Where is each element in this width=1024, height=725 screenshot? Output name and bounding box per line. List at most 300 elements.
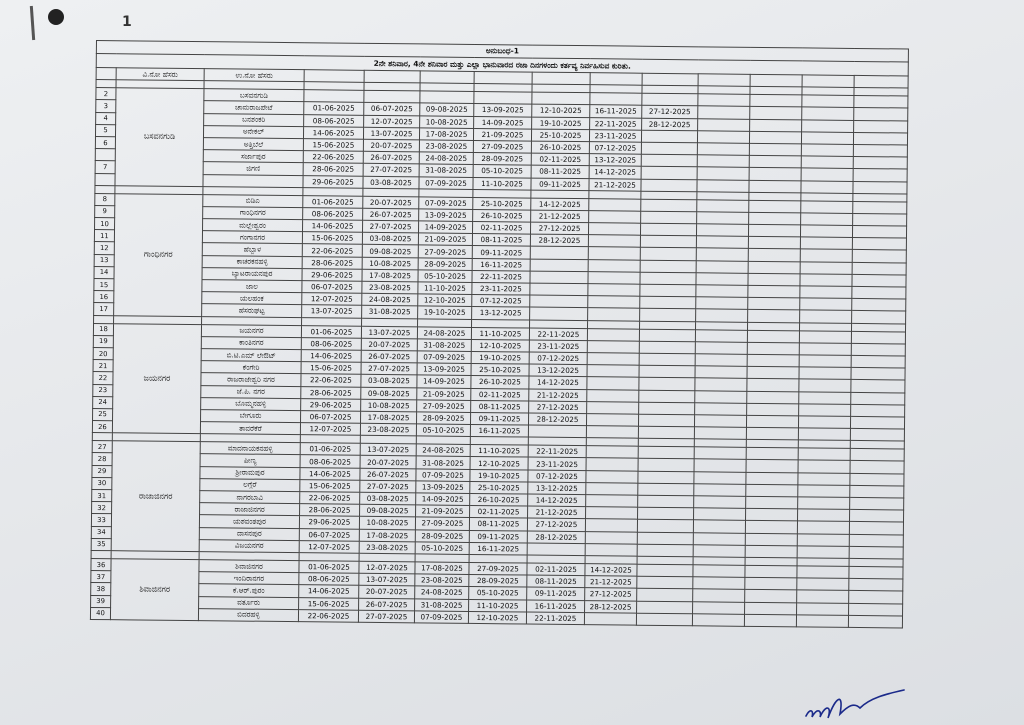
duty-date-cell [638,426,694,439]
duty-date-cell: 23-08-2025 [419,140,473,153]
duty-date-cell: 09-11-2025 [527,587,585,600]
duty-date-cell: 24-08-2025 [416,444,470,457]
subdivision-name: ಗಂಗಾನಗರ [202,231,302,244]
duty-date-cell [748,285,800,298]
duty-date-cell [584,612,636,625]
duty-date-cell: 29-06-2025 [303,175,363,188]
duty-date-cell [638,507,694,520]
duty-date-cell: 13-07-2025 [360,444,416,457]
duty-date-cell [798,473,850,486]
duty-date-cell: 23-08-2025 [360,423,416,436]
subdivision-name: ಜೆ.ಪಿ. ನಗರ [201,385,301,398]
duty-date-cell [851,368,905,381]
duty-date-cell [746,496,798,509]
duty-date-cell [642,93,698,106]
duty-date-cell: 26-10-2025 [473,209,531,222]
duty-date-cell [745,565,797,578]
duty-date-cell [420,91,474,104]
duty-date-cell: 22-06-2025 [298,609,358,622]
duty-date-cell [695,378,747,391]
duty-date-cell: 21-12-2025 [589,178,641,191]
duty-date-cell [852,311,906,324]
duty-date-cell: 28-12-2025 [527,531,585,544]
duty-date-cell: 10-08-2025 [361,399,417,412]
duty-date-cell [799,355,851,368]
duty-date-cell [698,118,750,131]
duty-date-cell [587,353,639,366]
duty-date-cell [588,308,640,321]
duty-date-cell [638,414,694,427]
duty-date-cell [587,328,639,341]
duty-date-cell: 15-06-2025 [300,479,360,492]
duty-date-cell [585,519,637,532]
duty-date-cell: 01-06-2025 [304,102,364,115]
duty-date-cell [697,199,749,212]
duty-date-cell [637,532,693,545]
subdivision-name: ಚಾಮರಾಜಪೇಟೆ [204,101,304,114]
duty-date-cell [587,389,639,402]
serial-number: 36 [91,558,111,570]
duty-date-cell [588,284,640,297]
duty-date-cell: 23-11-2025 [472,282,530,295]
duty-date-cell [637,589,693,602]
duty-date-cell: 20-07-2025 [363,139,419,152]
serial-number: 25 [93,408,113,420]
duty-date-cell: 21-09-2025 [416,505,470,518]
subdivision-name: ರಾಜಾಜಿನಗರ [200,503,300,516]
subdivision-name [203,174,303,187]
duty-date-cell: 13-07-2025 [302,305,362,318]
duty-date-cell [587,340,639,353]
duty-date-cell [638,459,694,472]
duty-date-cell [639,390,695,403]
schedule-subtitle: 2ನೇ ಶನಿವಾರ, 4ನೇ ಶನಿವಾರ ಮತ್ತು ಎಲ್ಲಾ ಭಾನುವಾರದ ರಜಾ ದಿನಗಳಂದು ಕರ್ತವ್ಯ ನಿರ್ವಹಿಸುವ ಕುರಿತು. [96,54,908,77]
duty-date-cell [852,250,906,263]
duty-date-cell [698,106,750,119]
duty-date-cell [797,509,849,522]
duty-date-cell [749,155,801,168]
serial-number: 32 [92,502,112,514]
duty-date-cell [693,577,745,590]
serial-number: 22 [93,372,113,384]
duty-date-cell: 28-06-2025 [302,256,362,269]
serial-number: 4 [96,112,116,124]
duty-date-cell: 21-09-2025 [418,233,472,246]
duty-date-cell [854,120,908,133]
division-column-header: ವಿ.ನೋ ಹೆಸರು [116,68,204,81]
subdivision-name: ಮಲ್ಲೇಶ್ವರಂ [203,219,303,232]
subdivision-name: ಬಿಡಿಎ [203,194,303,207]
duty-date-cell [639,365,695,378]
duty-date-cell: 22-06-2025 [301,374,361,387]
duty-date-cell: 23-08-2025 [362,281,418,294]
duty-date-cell: 25-10-2025 [531,129,589,142]
duty-date-cell [747,342,799,355]
duty-date-cell [853,132,907,145]
duty-date-cell: 28-06-2025 [301,386,361,399]
duty-date-cell: 03-08-2025 [360,492,416,505]
duty-date-cell: 06-07-2025 [302,281,362,294]
duty-date-cell: 08-11-2025 [531,165,589,178]
duty-date-cell [640,223,696,236]
duty-date-cell: 07-09-2025 [416,468,470,481]
duty-date-cell [693,589,745,602]
duty-date-cell: 12-10-2025 [471,339,529,352]
subdivision-name: ಅನೇಕಲ್ [203,125,303,138]
duty-date-cell: 13-07-2025 [359,573,415,586]
duty-date-cell: 21-12-2025 [585,576,637,589]
duty-date-cell [641,142,697,155]
duty-date-cell: 28-12-2025 [528,413,586,426]
duty-date-cell [749,131,801,144]
serial-number: 27 [92,441,112,453]
duty-date-cell [798,416,850,429]
duty-date-cell: 26-10-2025 [471,376,529,389]
duty-date-cell [747,391,799,404]
subdivision-name: ರಾಜರಾಜೇಶ್ವರಿ ನಗರ [201,373,301,386]
duty-date-cell [849,510,903,523]
duty-date-cell: 22-11-2025 [472,270,530,283]
serial-number: 38 [91,583,111,595]
duty-date-cell [637,601,693,614]
duty-date-cell [589,211,641,224]
duty-date-cell: 10-08-2025 [359,517,415,530]
duty-date-cell [746,427,798,440]
duty-date-cell [797,521,849,534]
signature [800,684,910,722]
duty-date-cell [800,249,852,262]
duty-date-cell [801,144,853,157]
duty-date-cell: 21-09-2025 [473,128,531,141]
duty-date-cell [695,354,747,367]
duty-date-cell [851,343,905,356]
duty-date-cell: 15-06-2025 [299,597,359,610]
subdivision-name: ಜಯನಗರ [201,324,301,337]
duty-date-cell: 14-06-2025 [303,220,363,233]
duty-date-cell [797,578,849,591]
subdivision-name: ಕೆ.ಆರ್.ಪುರಂ [199,584,299,597]
duty-date-cell [749,168,801,181]
duty-date-cell [636,613,692,626]
duty-date-cell [746,448,798,461]
duty-date-cell [853,157,907,170]
duty-date-cell [852,274,906,287]
duty-date-cell [694,496,746,509]
duty-date-cell [852,286,906,299]
duty-date-cell [588,271,640,284]
duty-date-cell: 27-12-2025 [642,106,698,119]
duty-date-cell: 17-08-2025 [415,562,469,575]
duty-date-cell: 26-10-2025 [470,493,528,506]
duty-date-cell: 28-12-2025 [530,234,588,247]
duty-date-cell [530,259,588,272]
subdivision-name: ಗಾಂಧಿನಗರ [203,207,303,220]
duty-date-cell: 27-07-2025 [363,164,419,177]
duty-date-cell: 28-09-2025 [415,529,469,542]
duty-date-cell [587,401,639,414]
duty-date-cell: 11-10-2025 [418,282,472,295]
duty-date-cell [748,261,800,274]
duty-date-cell: 28-06-2025 [303,163,363,176]
duty-date-cell [693,545,745,558]
duty-date-cell [746,460,798,473]
duty-date-cell [586,482,638,495]
division-name: ಶಿವಾಜಿನಗರ [110,559,199,621]
duty-date-cell: 27-07-2025 [361,362,417,375]
duty-date-cell [640,248,696,261]
duty-date-cell [748,273,800,286]
duty-date-cell [587,365,639,378]
duty-date-cell [849,591,903,604]
duty-date-cell [750,107,802,120]
duty-date-cell: 11-10-2025 [473,177,531,190]
duty-date-cell [799,391,851,404]
duty-date-cell [530,295,588,308]
duty-date-cell [640,296,696,309]
duty-date-cell: 14-12-2025 [528,494,586,507]
duty-date-cell: 20-07-2025 [360,456,416,469]
serial-number: 10 [95,218,115,230]
duty-date-cell [796,615,848,628]
serial-number: 37 [91,571,111,583]
serial-number: 8 [95,193,115,205]
duty-date-cell: 02-11-2025 [470,506,528,519]
serial-number: 29 [92,465,112,477]
duty-date-cell: 15-06-2025 [303,139,363,152]
duty-date-cell: 21-12-2025 [528,506,586,519]
serial-number: 33 [91,514,111,526]
duty-date-cell [798,460,850,473]
duty-date-cell: 13-12-2025 [529,364,587,377]
duty-date-cell: 29-06-2025 [299,516,359,529]
duty-date-cell: 14-12-2025 [585,564,637,577]
duty-date-cell [849,603,903,616]
duty-date-cell [698,94,750,107]
duty-date-cell [852,225,906,238]
duty-date-cell [750,95,802,108]
subdivision-name: ಶಿವಾಜಿನಗರ [199,560,299,573]
subdivision-name: ಜಾಲ [202,280,302,293]
duty-date-cell [641,211,697,224]
serial-header-cell [96,68,116,80]
duty-date-cell [850,416,904,429]
duty-date-cell [748,224,800,237]
duty-date-cell [694,459,746,472]
serial-number: 20 [93,347,113,359]
duty-date-cell [530,271,588,284]
duty-date-cell: 24-08-2025 [415,586,469,599]
duty-date-cell [696,297,748,310]
duty-date-cell: 09-08-2025 [361,387,417,400]
subdivision-name: ಬನಶಂಕರಿ [204,113,304,126]
duty-date-cell [801,156,853,169]
duty-date-cell [799,330,851,343]
duty-date-cell: 03-08-2025 [361,375,417,388]
subdivision-name: ಹೆಬ್ಬಾಳ [202,243,302,256]
serial-number: 19 [93,335,113,347]
duty-date-cell [695,402,747,415]
duty-date-cell [802,119,854,132]
duty-date-cell: 01-06-2025 [300,443,360,456]
duty-date-cell [693,601,745,614]
serial-number: 6 [95,136,115,148]
serial-number: 5 [95,124,115,136]
duty-date-cell: 13-09-2025 [416,481,470,494]
punch-hole [48,9,64,25]
duty-date-cell [637,520,693,533]
duty-date-cell [697,212,749,225]
duty-date-cell: 26-07-2025 [361,350,417,363]
subdivision-name: ಬೊಮ್ಮನಹಳ್ಳಿ [201,397,301,410]
serial-number: 12 [94,242,114,254]
duty-date-cell [851,331,905,344]
duty-date-cell [749,200,801,213]
duty-date-cell: 08-06-2025 [303,208,363,221]
duty-date-cell [748,310,800,323]
duty-date-cell: 27-07-2025 [358,610,414,623]
duty-date-cell: 22-11-2025 [590,117,642,130]
duty-date-cell [637,544,693,557]
duty-date-cell [694,484,746,497]
duty-date-cell: 08-11-2025 [472,234,530,247]
duty-date-cell: 02-11-2025 [527,563,585,576]
duty-date-cell [694,508,746,521]
duty-date-cell: 19-10-2025 [418,306,472,319]
duty-date-cell: 16-11-2025 [470,425,528,438]
duty-date-cell: 07-09-2025 [417,351,471,364]
duty-date-cell: 14-09-2025 [418,221,472,234]
duty-date-cell [747,330,799,343]
duty-date-cell [530,246,588,259]
duty-date-cell [747,366,799,379]
duty-date-cell [747,379,799,392]
duty-date-cell [694,447,746,460]
duty-date-cell [849,566,903,579]
duty-date-cell: 09-11-2025 [470,412,528,425]
duty-date-cell: 21-12-2025 [529,389,587,402]
duty-date-cell: 23-11-2025 [529,340,587,353]
duty-date-cell: 06-07-2025 [299,528,359,541]
duty-date-cell [746,509,798,522]
serial-number: 3 [96,100,116,112]
duty-date-cell: 01-06-2025 [301,325,361,338]
duty-date-cell [586,426,638,439]
duty-date-cell [797,602,849,615]
serial-number: 24 [93,396,113,408]
subdivision-name: ತಾವರೆಕೆರೆ [200,422,300,435]
serial-number: 9 [95,205,115,217]
duty-date-cell [801,213,853,226]
duty-date-cell: 14-12-2025 [589,166,641,179]
duty-date-cell: 09-11-2025 [531,178,589,191]
duty-date-cell [637,564,693,577]
duty-date-cell [800,225,852,238]
subdivision-name: ಬಿ.ಟಿ.ಎಮ್ ಲೇಔಟ್ [201,349,301,362]
duty-date-cell [697,143,749,156]
subdivision-name: ಕೆಂಗೇರಿ [201,361,301,374]
duty-date-cell: 28-09-2025 [469,575,527,588]
serial-number [95,149,115,161]
duty-date-cell [641,167,697,180]
serial-number: 35 [91,538,111,550]
duty-date-cell [586,446,638,459]
pen-mark [30,6,35,40]
duty-date-cell: 28-09-2025 [416,412,470,425]
duty-date-cell [852,238,906,251]
subdivision-name: ಯಲಹಂಕ [202,292,302,305]
duty-date-cell: 15-06-2025 [302,232,362,245]
division-name: ಬಸವನಗುಡಿ [115,88,204,186]
duty-date-cell [799,343,851,356]
subdivision-name: ಕಾಂತಿನಗರ [201,336,301,349]
duty-date-cell [640,309,696,322]
duty-date-cell [696,260,748,273]
serial-number: 39 [91,595,111,607]
duty-date-cell: 23-11-2025 [589,129,641,142]
duty-date-cell [697,167,749,180]
duty-date-cell [638,446,694,459]
duty-date-cell: 22-06-2025 [300,492,360,505]
duty-date-cell: 14-09-2025 [416,493,470,506]
duty-date-cell [797,566,849,579]
duty-date-cell [532,92,590,105]
duty-date-cell: 14-06-2025 [301,350,361,363]
duty-date-cell: 25-10-2025 [470,481,528,494]
duty-date-cell [694,415,746,428]
duty-date-cell: 15-06-2025 [301,362,361,375]
duty-date-cell [850,485,904,498]
duty-date-cell [641,130,697,143]
duty-date-cell [849,546,903,559]
duty-date-cell: 11-10-2025 [471,327,529,340]
division-name: ರಾಜಾಜಿನಗರ [111,441,200,552]
duty-date-cell: 03-08-2025 [363,176,419,189]
duty-date-cell: 27-07-2025 [362,220,418,233]
duty-date-cell [853,201,907,214]
duty-date-cell [797,546,849,559]
duty-date-cell [801,168,853,181]
duty-date-cell: 11-10-2025 [470,445,528,458]
duty-date-cell [850,473,904,486]
duty-date-cell: 25-10-2025 [473,197,531,210]
duty-date-cell [801,180,853,193]
duty-date-cell: 26-07-2025 [363,208,419,221]
duty-date-cell: 05-10-2025 [415,542,469,555]
serial-number: 7 [95,161,115,173]
duty-date-cell: 07-09-2025 [419,197,473,210]
duty-date-cell: 13-09-2025 [474,104,532,117]
duty-date-cell [527,543,585,556]
duty-date-cell: 13-12-2025 [528,482,586,495]
duty-date-cell [637,576,693,589]
duty-date-cell: 25-10-2025 [471,364,529,377]
duty-date-cell: 14-06-2025 [299,585,359,598]
duty-date-cell: 27-12-2025 [527,518,585,531]
subdivision-name: ವಿಜಯನಗರ [199,539,299,552]
duty-date-cell [851,355,905,368]
duty-date-cell: 12-10-2025 [470,457,528,470]
serial-number: 17 [94,303,114,315]
duty-date-cell [745,545,797,558]
serial-number: 11 [94,230,114,242]
duty-date-cell: 20-07-2025 [363,196,419,209]
duty-date-cell [744,614,796,627]
duty-date-cell: 08-06-2025 [300,455,360,468]
duty-date-cell: 21-12-2025 [531,210,589,223]
duty-date-cell [304,90,364,103]
duty-date-cell: 01-06-2025 [299,561,359,574]
duty-date-cell: 07-09-2025 [414,611,468,624]
